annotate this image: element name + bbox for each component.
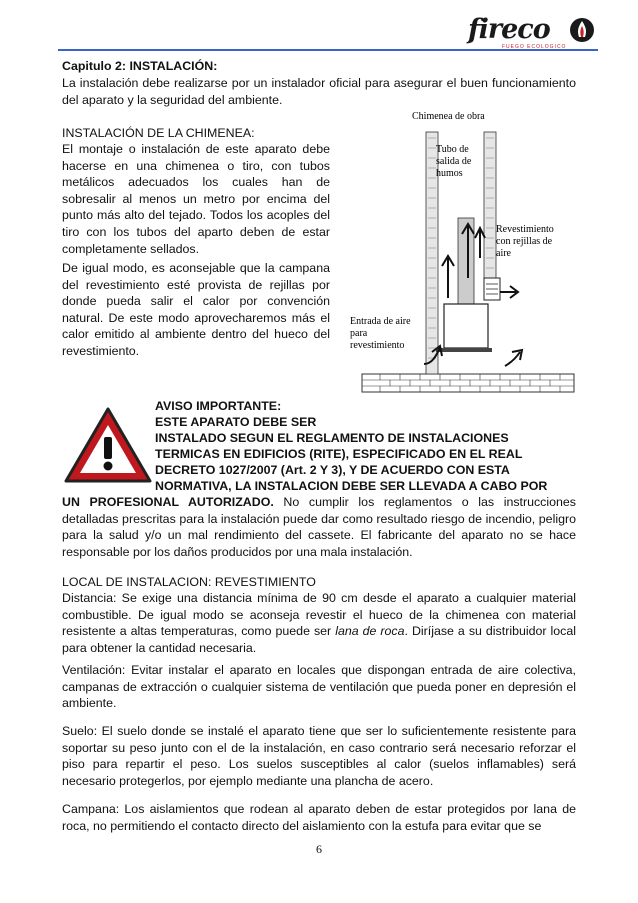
chimney-installation-diagram	[340, 108, 580, 398]
warning-body: No cumplir los reglamentos o las instrucciones detalladas prescritas para la instalación puede dar como resultado riesgo de incendio, peligro para la salud y/o un mal rendimiento del cassete. El fabricante del aparato no se hace responsable por los daños producidos por una mala instalación.	[62, 495, 577, 559]
distance-paragraph	[62, 590, 576, 656]
intro-paragraph: La instalación debe realizarse por un instalador oficial para asegurar el buen funcionamiento del aparato y la seguridad del ambiente.	[62, 76, 576, 107]
flame-logo-icon	[568, 16, 596, 44]
label-lining-1: Revestimiento	[496, 224, 554, 235]
chimney-paragraph-1: El montaje o instalación de este aparato debe hacerse en una chimenea o tiro, con tubos metálicos adecuados los cuales han de sobresalir al menos un metro por encima del punto más alto del tejado. Todos los acoples del tiro con los tubos del aparto deben de estar completamente sellados.	[62, 142, 330, 256]
header-rule	[58, 49, 598, 51]
distance-text: Distancia: Se exige una distancia mínima de 90 cm desde el aparato a cualquier material combustible. De igual modo se aconseja revestir el hueco de la chimenea con material resistente a altas temperaturas, como puede ser	[62, 591, 576, 639]
label-chimney: Chimenea de obra	[412, 111, 485, 122]
warning-line-2: ESTE APARATO DEBE SER	[155, 415, 317, 429]
label-tube-1: Tubo de	[436, 144, 469, 155]
chimney-paragraph-2: De igual modo, es aconsejable que la campana del revestimiento esté provista de rejillas por donde pueda salir el calor por convención natural. De este modo aprovecharemos más el calor emitido al ambiente dentro del hueco del revestimiento.	[62, 261, 330, 358]
warning-paragraph	[62, 494, 576, 560]
page-number: 6	[316, 842, 322, 856]
warning-line-6: NORMATIVA, LA INSTALACION DEBE SER LLEVADA A CABO POR	[155, 479, 548, 493]
logo-tagline: FUEGO ECOLOGICO	[502, 44, 567, 50]
label-inlet-3: revestimiento	[350, 340, 405, 351]
chapter-title: Capitulo 2: INSTALACIÓN:	[62, 59, 218, 73]
warning-line-3: INSTALADO SEGUN EL REGLAMENTO DE INSTALACIONES	[155, 431, 509, 445]
local-heading: LOCAL DE INSTALACION: REVESTIMIENTO	[62, 575, 316, 589]
warning-title: AVISO IMPORTANTE:	[155, 399, 282, 413]
distance-italic: lana de roca	[335, 624, 405, 639]
label-lining-2: con rejillas de	[496, 236, 553, 247]
warning-triangle-icon	[62, 405, 154, 485]
hood-paragraph: Campana: Los aislamientos que rodean al aparato deben de estar protegidos por lana de roca, no permitiendo el contacto directo del aislamiento con la estufa para evitar que se	[62, 802, 576, 833]
ventilation-paragraph: Ventilación: Evitar instalar el aparato en locales que dispongan entrada de aire colectiva, campanas de extracción o cualquier sistema de ventilación que pueda poner en depresión el ambiente.	[62, 663, 576, 711]
label-inlet-2: para	[350, 328, 368, 339]
chimney-heading: INSTALACIÓN DE LA CHIMENEA:	[62, 126, 255, 140]
warning-line-5: DECRETO 1027/2007 (Art. 2 Y 3), Y DE ACUERDO CON ESTA	[155, 463, 510, 477]
distance-text-end: . Diríjase a su distribuidor local para obtener la cantidad necesaria.	[62, 624, 576, 655]
label-lining-3: aire	[496, 248, 511, 259]
logo-text: fireco	[468, 14, 550, 45]
label-tube-2: salida de	[436, 156, 472, 167]
warning-line-4: TERMICAS EN EDIFICIOS (RITE), ESPECIFICADO EN EL REAL	[155, 447, 523, 461]
label-inlet-1: Entrada de aire	[350, 316, 411, 327]
warning-bold-tail: UN PROFESIONAL AUTORIZADO.	[62, 495, 274, 509]
label-tube-3: humos	[436, 168, 463, 179]
floor-paragraph: Suelo: El suelo donde se instalé el aparato tiene que ser lo suficientemente resistente para soportar su peso junto con el de la instalación, en caso contrario será necesario reforzar el piso para repartir el peso. Los suelos susceptibles al calor (suelos inflamables) será necesario protegerlos, por ejemplo mediante una plancha de acero.	[62, 724, 576, 788]
fireco-logo	[468, 14, 598, 48]
